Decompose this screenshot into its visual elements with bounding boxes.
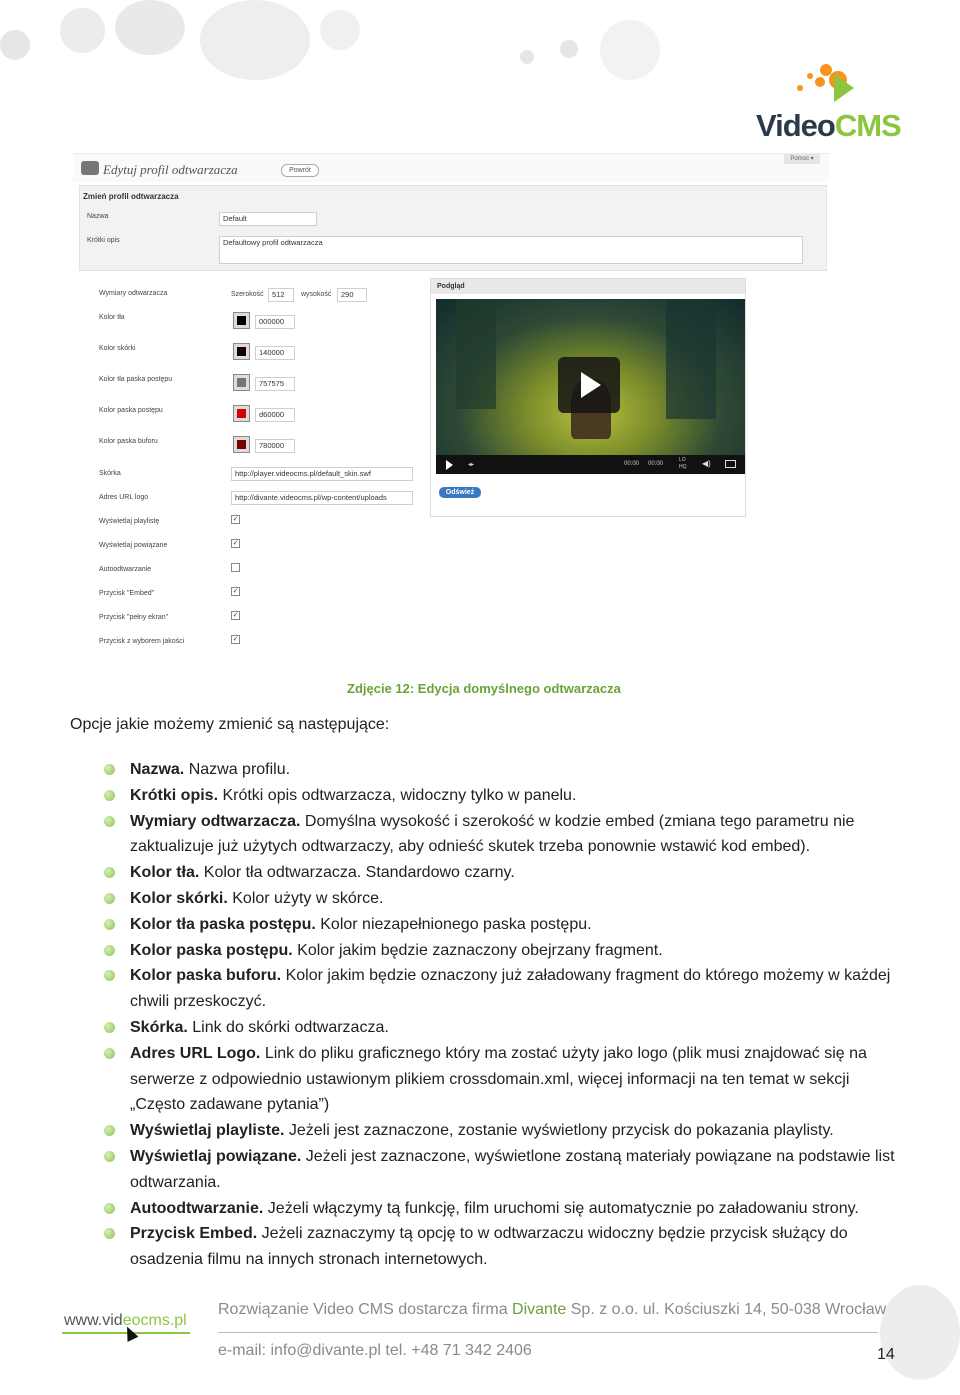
footer-company: Rozwiązanie Video CMS dostarcza firma Divante Sp. z o.o. ul. Kościuszki 14, 50-038 Wrocław	[218, 1301, 887, 1318]
time-current: 00:00	[624, 461, 640, 467]
item-desc: Kolor użyty w skórce.	[227, 889, 384, 907]
logo-dots-icon	[786, 60, 856, 110]
skin-input[interactable]: http://player.videocms.pl/default_skin.swf	[231, 467, 413, 481]
color-label: Kolor paska buforu	[99, 438, 158, 445]
list-item	[104, 886, 904, 912]
color-label: Kolor skórki	[99, 345, 136, 352]
item-term: Kolor tła.	[130, 864, 200, 882]
color-input[interactable]: d60000	[255, 408, 295, 422]
desc-label: Krótki opis	[87, 237, 120, 244]
list-item	[104, 1144, 904, 1196]
item-desc: Link do pliku graficznego który ma zostać użyty jako logo (plik musi znajdować się na serwerze z odpowiednio ustawionym plikiem crossdomain.xml, więcej informacji na ten temat w sekcji „Często zadawane pytania”)	[130, 1044, 867, 1114]
intro-text: Opcje jakie możemy zmienić są następujące:	[70, 716, 390, 733]
color-sample	[237, 409, 246, 418]
item-desc: Link do skórki odtwarzacza.	[187, 1018, 389, 1036]
color-input[interactable]: 000000	[255, 315, 295, 329]
name-input[interactable]: Default	[219, 212, 317, 226]
checkbox-label: Przycisk z wyborem jakości	[99, 638, 185, 645]
height-input[interactable]: 290	[337, 288, 367, 302]
item-term: Kolor paska postępu.	[130, 941, 293, 959]
play-small-icon[interactable]	[446, 460, 453, 470]
back-button[interactable]: Powrót	[281, 164, 319, 177]
checkbox-label: Wyświetlaj playlistę	[99, 518, 160, 525]
name-label: Nazwa	[87, 213, 109, 220]
checkbox-label: Przycisk "pełny ekran"	[99, 614, 169, 621]
item-desc: Kolor niezapełnionego paska postępu.	[315, 915, 592, 933]
page-number: 14	[877, 1346, 895, 1363]
color-label: Kolor tła paska postępu	[99, 376, 173, 383]
decor-circle	[880, 1285, 960, 1380]
item-desc: Jeżeli jest zaznaczone, zostanie wyświetlony przycisk do pokazania playlisty.	[284, 1122, 834, 1140]
skin-label: Skórka	[99, 470, 121, 477]
list-item	[104, 809, 904, 861]
player-profile-screenshot	[73, 153, 829, 659]
height-label: wysokość	[301, 291, 332, 298]
preview-panel	[430, 278, 746, 517]
color-swatch[interactable]	[233, 374, 250, 391]
seek-icon[interactable]: ◂▸	[468, 462, 475, 468]
item-term: Przycisk Embed.	[130, 1225, 258, 1243]
list-item	[104, 938, 904, 964]
checkbox-label: Przycisk "Embed"	[99, 590, 155, 597]
footer-website-link[interactable]: www.videocms.pl	[64, 1312, 187, 1329]
color-sample	[237, 440, 246, 449]
checkbox[interactable]: ✓	[232, 612, 239, 619]
checkbox[interactable]: ✓	[232, 636, 239, 643]
item-desc: Jeżeli włączymy tą funkcję, film uruchomi się automatycznie po załadowaniu strony.	[263, 1199, 859, 1217]
item-desc: Nazwa profilu.	[184, 761, 291, 778]
color-sample	[237, 347, 246, 356]
item-desc: Kolor tła odtwarzacza. Standardowo czarny.	[199, 864, 515, 882]
decor-circle	[60, 8, 105, 53]
color-label: Kolor tła	[99, 314, 125, 321]
decor-circle	[320, 10, 360, 50]
videocms-logo	[756, 60, 906, 150]
fullscreen-icon[interactable]	[725, 460, 736, 468]
video-player[interactable]	[436, 299, 745, 474]
color-sample	[237, 378, 246, 387]
options-list	[104, 757, 904, 1273]
list-item	[104, 783, 904, 809]
color-sample	[237, 316, 246, 325]
decor-circle	[0, 30, 30, 60]
width-label: Szerokość	[231, 291, 264, 298]
screenshot-title: Edytuj profil odtwarzacza	[103, 162, 238, 177]
item-desc: Krótki opis odtwarzacza, widoczny tylko w panelu.	[218, 786, 577, 804]
color-input[interactable]: 757575	[255, 377, 295, 391]
checkbox[interactable]: ✓	[232, 540, 239, 547]
item-term: Kolor skórki.	[130, 889, 228, 907]
refresh-button[interactable]: Odśwież	[439, 487, 481, 498]
list-item	[104, 1041, 904, 1118]
list-item	[104, 1015, 904, 1041]
play-icon[interactable]	[558, 357, 620, 413]
checkbox[interactable]	[231, 563, 240, 572]
footer-divider	[218, 1332, 878, 1333]
decor-circle	[115, 0, 185, 55]
list-item	[104, 757, 904, 783]
item-term: Nazwa.	[130, 761, 185, 778]
player-controls	[436, 455, 745, 474]
logo-url-label: Adres URL logo	[99, 494, 149, 501]
desc-textarea[interactable]: Defaultowy profil odtwarzacza	[219, 236, 803, 264]
list-item	[104, 1118, 904, 1144]
item-term: Skórka.	[130, 1018, 188, 1036]
item-term: Wyświetlaj playliste.	[130, 1122, 285, 1140]
help-button[interactable]: Pomoc ▾	[784, 154, 820, 164]
screenshot-header	[73, 154, 829, 182]
figure-caption: Zdjęcie 12: Edycja domyślnego odtwarzacza	[347, 681, 621, 696]
color-input[interactable]: 780000	[255, 439, 295, 453]
item-desc: Domyślna wysokość i szerokość w kodzie embed (zmiana tego parametru nie zaktualizuje już użytych odtwarzaczy, aby odnieść skutek trzeba ponownie wstawić kod embed).	[130, 812, 855, 856]
checkbox[interactable]: ✓	[232, 516, 239, 523]
item-term: Autoodtwarzanie.	[130, 1199, 264, 1217]
decor-circle	[200, 0, 310, 80]
item-desc: Kolor jakim będzie oznaczony już załadowany fragment do którego możemy w każdej chwili przeskoczyć.	[130, 967, 891, 1011]
item-desc: Kolor jakim będzie zaznaczony obejrzany fragment.	[292, 941, 663, 959]
item-term: Wyświetlaj powiązane.	[130, 1147, 302, 1165]
item-term: Kolor paska buforu.	[130, 967, 282, 985]
item-term: Krótki opis.	[130, 786, 219, 804]
video-scene	[666, 299, 716, 419]
item-desc: Jeżeli zaznaczymy tą opcję to w odtwarzaczu widoczny będzie przycisk służący do osadzenia filmu na innych stronach internetowych.	[130, 1225, 848, 1269]
color-swatch[interactable]	[233, 436, 250, 453]
checkbox-label: Wyświetlaj powiązane	[99, 542, 168, 549]
preview-heading: Podgląd	[431, 279, 745, 294]
section-heading: Zmień profil odtwarzacza	[83, 192, 179, 201]
dims-label: Wymiary odtwarzacza	[99, 290, 168, 297]
list-item	[104, 860, 904, 886]
color-label: Kolor paska postępu	[99, 407, 163, 414]
item-term: Kolor tła paska postępu.	[130, 915, 316, 933]
logo-wordmark: VideoCMS	[756, 108, 901, 143]
item-term: Adres URL Logo.	[130, 1044, 261, 1062]
logo-url-input[interactable]: http://divante.videocms.pl/wp-content/uploads	[231, 491, 413, 505]
color-input[interactable]: 140000	[255, 346, 295, 360]
width-input[interactable]: 512	[268, 288, 294, 302]
color-swatch[interactable]	[233, 405, 250, 422]
color-swatch[interactable]	[233, 312, 250, 329]
list-item	[104, 1221, 904, 1273]
list-item	[104, 912, 904, 938]
list-item	[104, 1196, 904, 1222]
checkbox-label: Autoodtwarzanie	[99, 566, 152, 573]
video-scene	[456, 299, 496, 409]
decor-circle	[560, 40, 578, 58]
time-total: 00:00	[648, 461, 664, 467]
footer-contact: e-mail: info@divante.pl tel. +48 71 342 2406	[218, 1342, 532, 1359]
item-desc: Jeżeli jest zaznaczone, wyświetlone zostaną materiały powiązane na podstawie list odtwarzania.	[130, 1147, 895, 1191]
item-term: Wymiary odtwarzacza.	[130, 812, 301, 830]
checkbox[interactable]: ✓	[232, 588, 239, 595]
list-item	[104, 963, 904, 1015]
quality-toggle[interactable]: LO HQ	[679, 457, 687, 470]
volume-icon[interactable]: ◀)	[702, 459, 711, 468]
profile-icon	[81, 161, 99, 175]
color-swatch[interactable]	[233, 343, 250, 360]
decor-circle	[600, 20, 660, 80]
decor-circle	[520, 50, 534, 64]
